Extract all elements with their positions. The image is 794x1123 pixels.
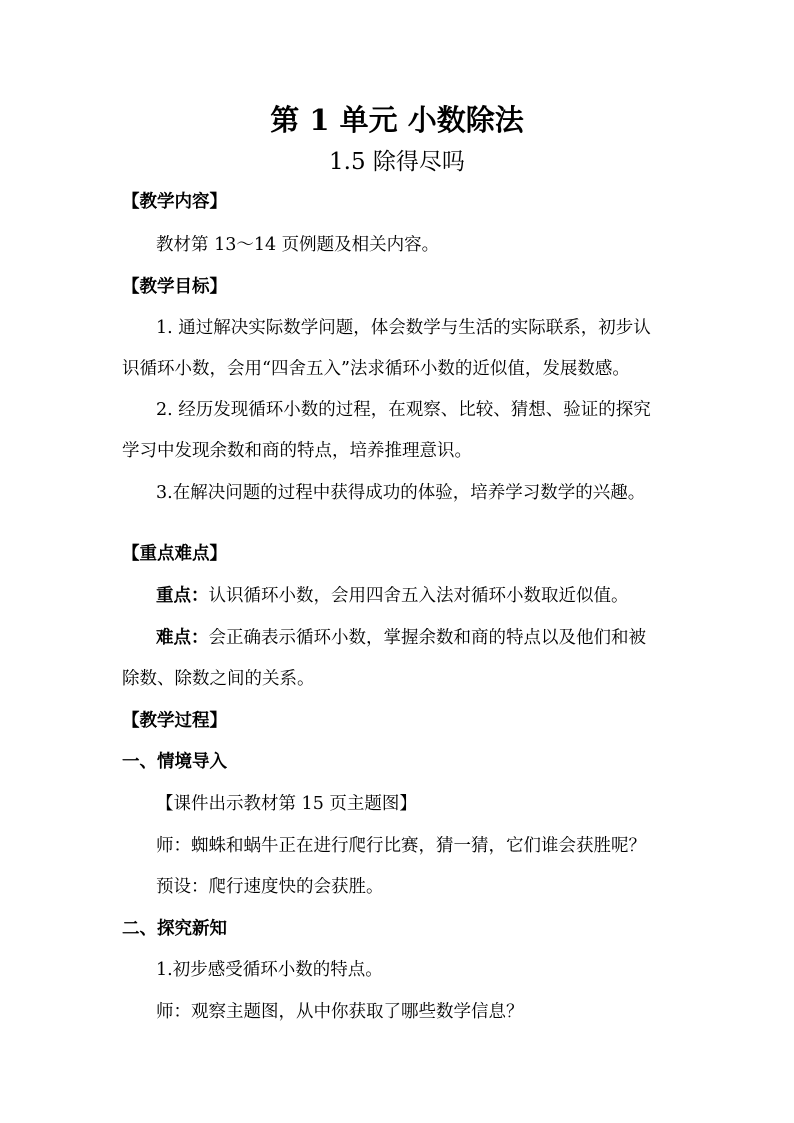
- key-label: 重点：: [156, 586, 209, 606]
- difficult-point-line-2: 除数、除数之间的关系。: [122, 669, 315, 689]
- diff-text: 会正确表示循环小数，掌握余数和商的特点以及他们和被: [208, 628, 646, 648]
- key-text: 认识循环小数，会用四舍五入法对循环小数取近似值。: [208, 586, 629, 606]
- part-1-courseware: 【课件出示教材第 15 页主题图】: [156, 794, 417, 814]
- part-2-item-1: 1.初步感受循环小数的特点。: [156, 960, 383, 980]
- section-heading-process: 【教学过程】: [122, 711, 227, 731]
- goal-3: 3.在解决问题的过程中获得成功的体验，培养学习数学的兴趣。: [156, 483, 646, 503]
- section-heading-content: 【教学内容】: [122, 192, 227, 212]
- part-2-heading: 二、探究新知: [122, 919, 227, 939]
- page-title: 第 1 单元 小数除法: [270, 103, 524, 137]
- key-point: [156, 584, 629, 608]
- part-1-heading: 一、情境导入: [122, 752, 227, 772]
- difficult-point-line-1: [156, 626, 646, 650]
- page-subtitle: 1.5 除得尽吗: [329, 149, 465, 175]
- part-1-teacher: 师：蜘蛛和蜗牛正在进行爬行比赛，猜一猜，它们谁会获胜呢？: [156, 836, 646, 856]
- part-2-teacher: 师：观察主题图，从中你获取了哪些数学信息？: [156, 1002, 524, 1022]
- goal-1-line-2: 识循环小数，会用“四舍五入”法求循环小数的近似值，发展数感。: [122, 359, 630, 379]
- content-text: 教材第 13～14 页例题及相关内容。: [156, 235, 440, 255]
- diff-label: 难点：: [156, 628, 209, 648]
- section-heading-goals: 【教学目标】: [122, 277, 227, 297]
- goal-2-line-1: 2. 经历发现循环小数的过程，在观察、比较、猜想、验证的探究: [156, 400, 651, 420]
- section-heading-keypoints: 【重点难点】: [122, 544, 227, 564]
- part-1-preset: 预设：爬行速度快的会获胜。: [156, 877, 384, 897]
- goal-2-line-2: 学习中发现余数和商的特点，培养推理意识。: [122, 441, 472, 461]
- goal-1-line-1: 1. 通过解决实际数学问题，体会数学与生活的实际联系，初步认: [156, 318, 651, 338]
